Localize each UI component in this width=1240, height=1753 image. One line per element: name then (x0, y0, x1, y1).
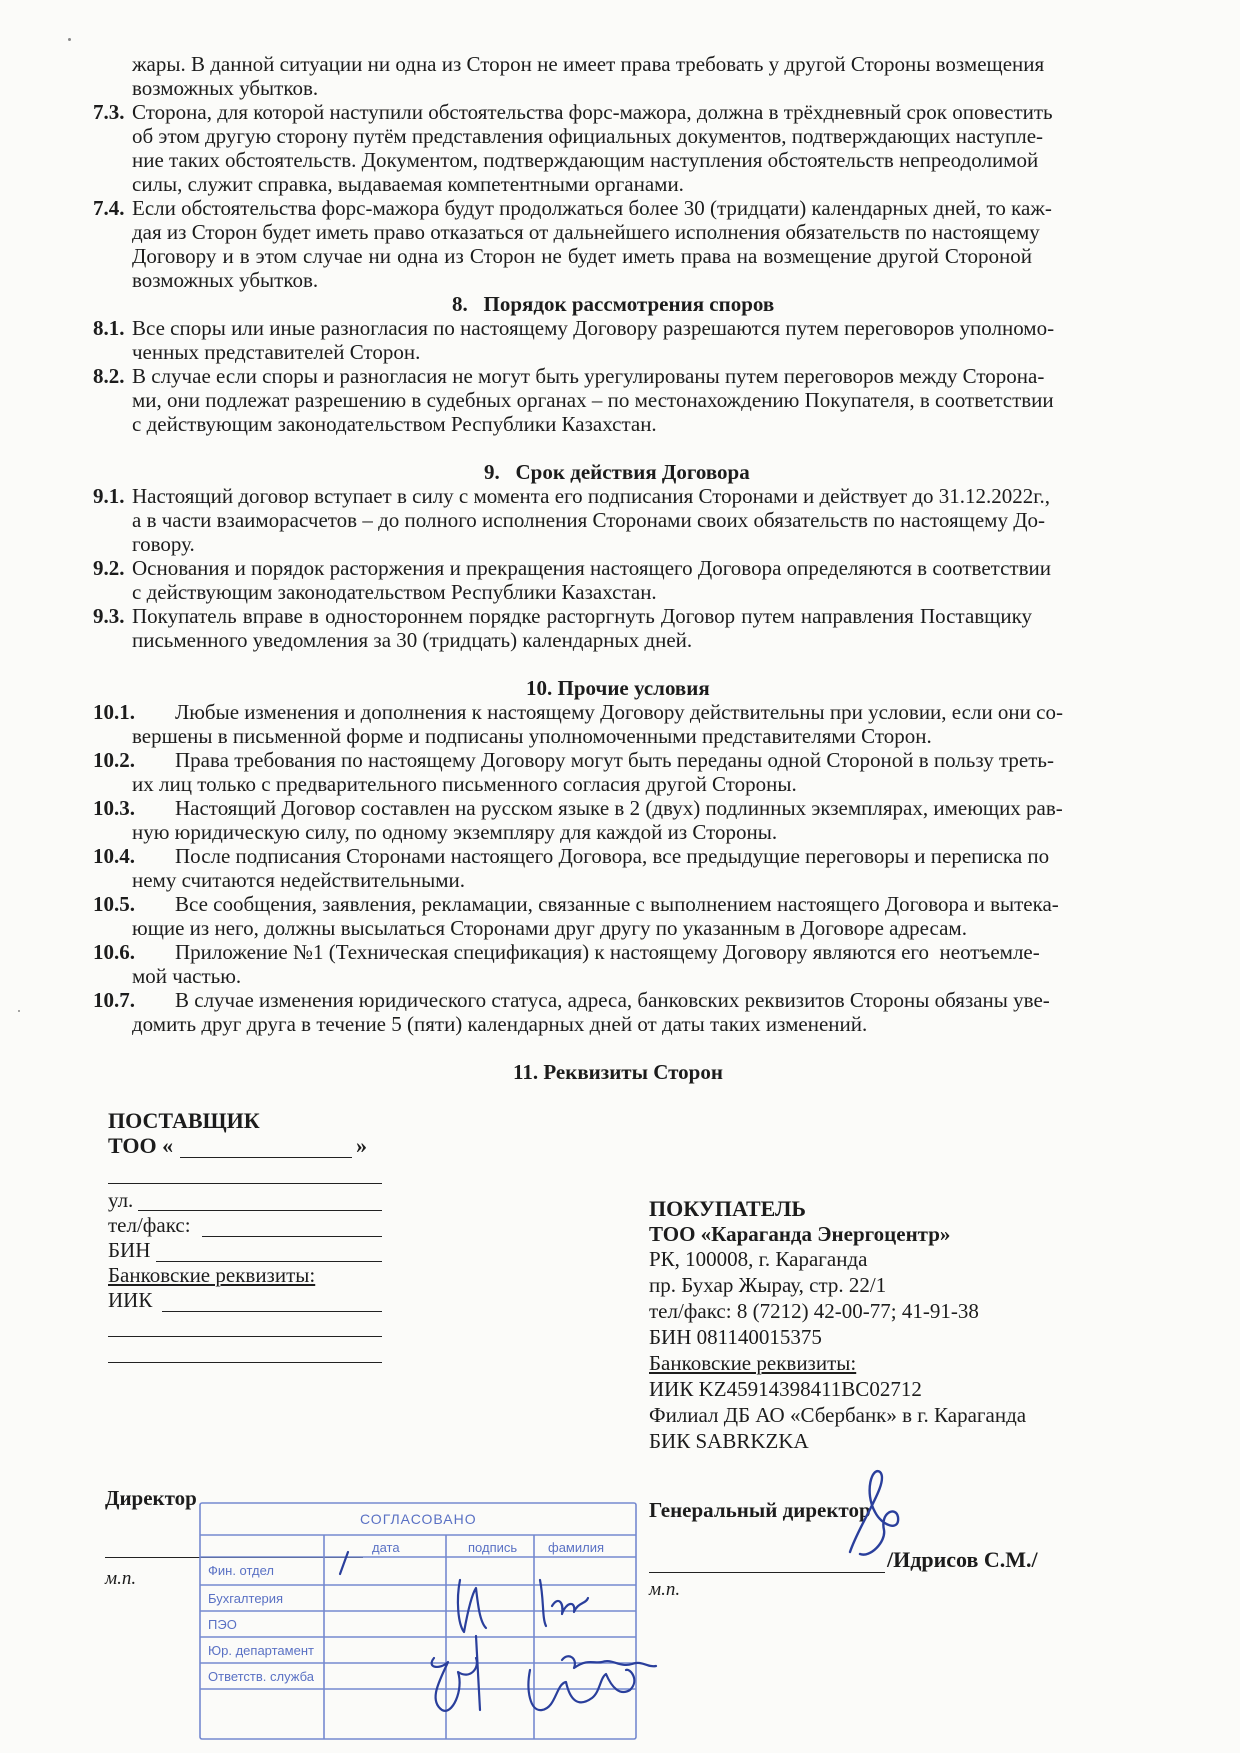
paragraph-line: В случае изменения юридического статуса, адреса, банковских реквизитов Стороны обязаны уве- (175, 988, 1050, 1012)
paragraph-line: Все сообщения, заявления, рекламации, связанные с выполнением настоящего Договора и вытека- (175, 892, 1059, 916)
supplier-iik-blank (162, 1311, 382, 1312)
supplier-org-prefix: ТОО « (108, 1133, 174, 1158)
supplier-org-blank (180, 1157, 352, 1158)
paragraph-line: Настоящий договор вступает в силу с момента его подписания Сторонами и действует до 31.12.2022г., (132, 484, 1051, 508)
buyer-signer-name: /Идрисов С.М./ (887, 1547, 1038, 1572)
clause-number: 10.1. (93, 700, 135, 724)
buyer-director-label: Генеральный директор (649, 1498, 871, 1522)
stamp-row-legal: Юр. департамент (208, 1643, 314, 1658)
paragraph-line: дая из Сторон будет иметь право отказаться от дальнейшего исполнения обязательств по настоящему (132, 220, 1040, 244)
supplier-street-label: ул. (108, 1188, 134, 1212)
stamp-col-signature: подпись (468, 1540, 518, 1555)
section-heading: 8. Порядок рассмотрения споров (452, 292, 775, 316)
supplier-blank-line (108, 1183, 382, 1184)
supplier-mp: м.п. (105, 1568, 137, 1589)
supplier-blank-line (108, 1336, 382, 1337)
clause-number: 7.3. (93, 100, 125, 124)
paragraph-line: После подписания Сторонами настоящего Договора, все предыдущие переговоры и переписка по (175, 844, 1050, 868)
paragraph-line: об этом другую сторону путём представления официальных документов, подтверждающих наступле- (132, 124, 1044, 148)
clause-number: 10.6. (93, 940, 135, 964)
paragraph-line: ми, они подлежат разрешению в судебных органах – по местонахождению Покупателя, в соответствии (132, 388, 1054, 412)
section-heading: 11. Реквизиты Сторон (513, 1060, 723, 1084)
stamp-col-surname: фамилия (548, 1540, 605, 1555)
clause-number: 10.7. (93, 988, 135, 1012)
paragraph-line: ние таких обстоятельств. Документом, подтверждающим наступления обстоятельств непреодолимой (132, 148, 1039, 172)
supplier-title: ПОСТАВЩИК (108, 1108, 260, 1133)
buyer-phone: тел/факс: 8 (7212) 42-00-77; 41-91-38 (649, 1299, 979, 1323)
paragraph-line: жары. В данной ситуации ни одна из Сторон не имеет права требовать у другой Стороны возмещения (132, 52, 1045, 76)
buyer-address-line1: РК, 100008, г. Караганда (649, 1247, 868, 1271)
paragraph-line: Настоящий Договор составлен на русском языке в 2 (двух) подлинных экземплярах, имеющих рав- (175, 796, 1063, 820)
paragraph-line: ную юридическую силу, по одному экземпляру для каждой из Стороны. (132, 820, 778, 844)
stamp-row-peo: ПЭО (208, 1617, 237, 1632)
paragraph-line: говору. (132, 532, 195, 556)
buyer-bik: БИК SABRKZKA (649, 1429, 809, 1453)
buyer-title: ПОКУПАТЕЛЬ (649, 1196, 806, 1221)
scan-speck (18, 1010, 20, 1012)
paragraph-line: а в части взаиморасчетов – до полного исполнения Сторонами своих обязательств по настоящему До- (132, 508, 1046, 532)
clause-number: 7.4. (93, 196, 125, 220)
supplier-phone-blank (202, 1236, 382, 1237)
stamp-row-accounting: Бухгалтерия (208, 1591, 284, 1606)
section-heading: 10. Прочие условия (526, 676, 710, 700)
stamp-signatures (330, 1540, 690, 1750)
clause-number: 9.1. (93, 484, 125, 508)
paragraph-line: нему считаются недействительными. (132, 868, 465, 892)
clause-number: 9.2. (93, 556, 125, 580)
supplier-iik-label: ИИК (108, 1288, 153, 1312)
buyer-bin: БИН 081140015375 (649, 1325, 822, 1349)
paragraph-line: силы, служит справка, выдаваемая компетентными органами. (132, 172, 684, 196)
paragraph-line: ченных представителей Сторон. (132, 340, 421, 364)
paragraph-line: Сторона, для которой наступили обстоятельства форс-мажора, должна в трёхдневный срок оповестить (132, 100, 1053, 124)
clause-number: 10.3. (93, 796, 135, 820)
paragraph-line: вершены в письменной форме и подписаны уполномоченными представителями Сторон. (132, 724, 932, 748)
supplier-director-label: Директор (105, 1486, 197, 1510)
paragraph-line: Если обстоятельства форс-мажора будут продолжаться более 30 (тридцати) календарных дней, то каж- (132, 196, 1052, 220)
buyer-bank-label: Банковские реквизиты: (649, 1351, 857, 1375)
supplier-bank-label: Банковские реквизиты: (108, 1263, 316, 1287)
buyer-mp: м.п. (649, 1579, 681, 1600)
paragraph-line: Права требования по настоящему Договору могут быть переданы одной Стороной в пользу треть- (175, 748, 1054, 772)
section-heading: 9. Срок действия Договора (484, 460, 750, 484)
paragraph-line: Приложение №1 (Техническая спецификация) к настоящему Договору являются его неотъемле- (175, 940, 1040, 964)
stamp-title: СОГЛАСОВАНО (360, 1511, 477, 1527)
clause-number: 10.2. (93, 748, 135, 772)
paragraph-line: домить друг друга в течение 5 (пяти) календарных дней от даты таких изменений. (132, 1012, 868, 1036)
paragraph-line: Основания и порядок расторжения и прекращения настоящего Договора определяются в соответствии (132, 556, 1051, 580)
paragraph-line: мой частью. (132, 964, 242, 988)
buyer-address-line2: пр. Бухар Жырау, стр. 22/1 (649, 1273, 887, 1297)
scan-speck (68, 38, 71, 41)
buyer-bank: Филиал ДБ АО «Сбербанк» в г. Караганда (649, 1403, 1027, 1427)
stamp-row-finance: Фин. отдел (208, 1563, 274, 1578)
clause-number: 10.5. (93, 892, 135, 916)
clause-number: 8.1. (93, 316, 125, 340)
supplier-street-blank (138, 1210, 382, 1211)
paragraph-line: письменного уведомления за 30 (тридцать) календарных дней. (132, 628, 693, 652)
supplier-org-suffix: » (356, 1133, 367, 1158)
paragraph-line: ющие из него, должны высылаться Сторонами друг другу по указанным в Договоре адресам. (132, 916, 967, 940)
paragraph-line: с действующим законодательством Республики Казахстан. (132, 580, 657, 604)
paragraph-line: Любые изменения и дополнения к настоящему Договору действительны при условии, если они со- (175, 700, 1063, 724)
paragraph-line: возможных убытков. (132, 76, 319, 100)
paragraph-line: Договору и в этом случае ни одна из Сторон не будет иметь права на возмещение другой Стороной (132, 244, 1032, 268)
clause-number: 8.2. (93, 364, 125, 388)
buyer-org: ТОО «Караганда Энергоцентр» (649, 1222, 951, 1246)
supplier-bin-blank (156, 1261, 382, 1262)
supplier-blank-line (108, 1362, 382, 1363)
paragraph-line: В случае если споры и разногласия не могут быть урегулированы путем переговоров между Сторона- (132, 364, 1045, 388)
paragraph-line: возможных убытков. (132, 268, 319, 292)
supplier-bin-label: БИН (108, 1238, 151, 1262)
paragraph-line: Покупатель вправе в одностороннем порядке расторгнуть Договор путем направления Поставщику (132, 604, 1032, 628)
director-signature-mark (820, 1462, 940, 1582)
buyer-iik: ИИК KZ45914398411BC02712 (649, 1377, 922, 1401)
paragraph-line: Все споры или иные разногласия по настоящему Договору разрешаются путем переговоров уполномо- (132, 316, 1055, 340)
paragraph-line: их лиц только с предварительного письменного согласия другой Стороны. (132, 772, 797, 796)
stamp-row-responsible: Ответств. служба (208, 1669, 314, 1684)
paragraph-line: с действующим законодательством Республики Казахстан. (132, 412, 657, 436)
clause-number: 10.4. (93, 844, 135, 868)
supplier-phone-label: тел/факс: (108, 1213, 191, 1237)
clause-number: 9.3. (93, 604, 125, 628)
stamp-col-date: дата (372, 1540, 400, 1555)
